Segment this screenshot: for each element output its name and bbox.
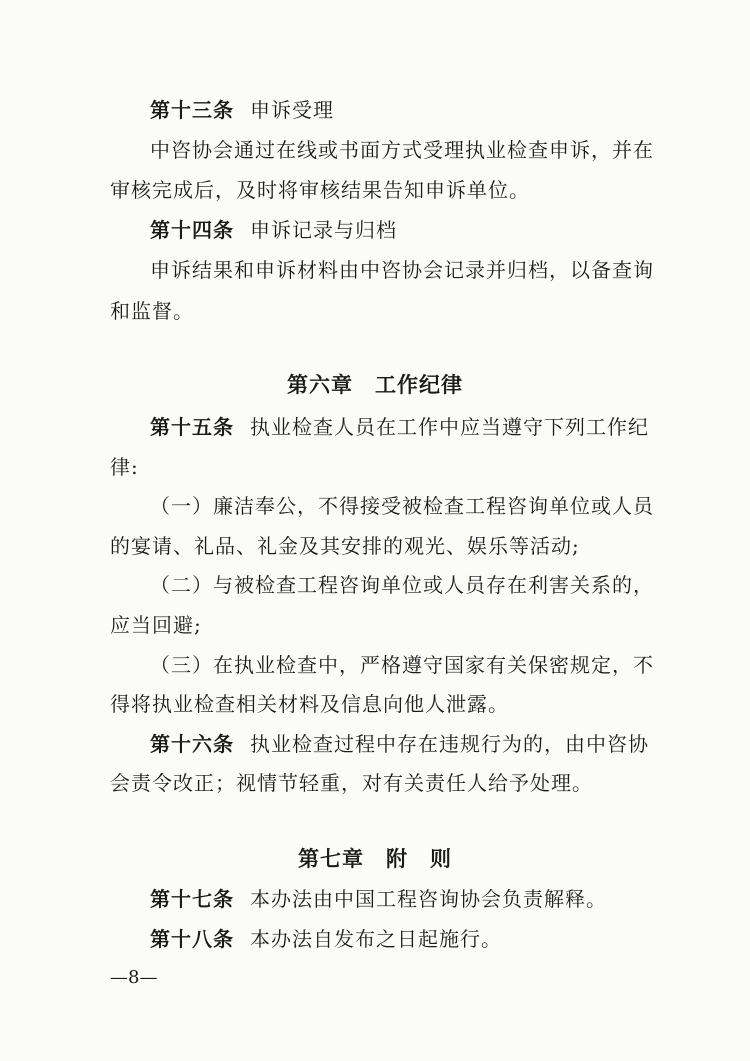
article-15-item-1: （一）廉洁奉公，不得接受被检查工程咨询单位或人员 xyxy=(150,494,654,518)
article-17-text: 本办法由中国工程咨询协会负责解释。 xyxy=(250,887,607,911)
article-13-line-1: 中咨协会通过在线或书面方式受理执业检查申诉，并在 xyxy=(150,138,654,162)
article-14-heading xyxy=(150,216,397,244)
article-13-subject: 申诉受理 xyxy=(250,98,334,122)
chapter-7-title: 第七章 附 则 xyxy=(298,846,452,871)
article-14-line-2: 和监督。 xyxy=(110,299,194,323)
article-16-first-line xyxy=(150,730,649,758)
article-13-heading xyxy=(150,96,334,124)
article-16-text: 执业检查过程中存在违规行为的，由中咨协 xyxy=(250,732,649,756)
article-15-item-3: （三）在执业检查中，严格遵守国家有关保密规定，不 xyxy=(150,653,654,677)
article-17-title: 第十七条 xyxy=(150,887,234,911)
article-15-item-2-cont: 应当回避; xyxy=(110,613,202,637)
article-16-line-1: 会责令改正；视情节轻重，对有关责任人给予处理。 xyxy=(110,771,593,795)
article-15-item-2: （二）与被检查工程咨询单位或人员存在利害关系的， xyxy=(150,573,654,597)
article-18-line xyxy=(150,925,502,953)
article-17-line xyxy=(150,885,607,913)
article-15-item-3-cont: 得将执业检查相关材料及信息向他人泄露。 xyxy=(110,692,509,716)
article-15-text: 执业检查人员在工作中应当遵守下列工作纪 xyxy=(250,415,649,439)
article-14-line-1: 申诉结果和申诉材料由中咨协会记录并归档，以备查询 xyxy=(150,258,654,282)
article-15-item-1-cont: 的宴请、礼品、礼金及其安排的观光、娱乐等活动; xyxy=(110,534,580,558)
article-16-title: 第十六条 xyxy=(150,732,234,756)
article-13-title: 第十三条 xyxy=(150,98,234,122)
article-13-line-2: 审核完成后，及时将审核结果告知申诉单位。 xyxy=(110,178,530,202)
chapter-6-title: 第六章 工作纪律 xyxy=(287,372,463,397)
article-15-line-1: 律: xyxy=(110,455,139,479)
article-15-first-line xyxy=(150,413,649,441)
article-18-title: 第十八条 xyxy=(150,927,234,951)
article-18-text: 本办法自发布之日起施行。 xyxy=(250,927,502,951)
article-15-title: 第十五条 xyxy=(150,415,234,439)
article-14-title: 第十四条 xyxy=(150,218,234,242)
page-number: —8— xyxy=(110,967,158,988)
article-14-subject: 申诉记录与归档 xyxy=(250,218,397,242)
